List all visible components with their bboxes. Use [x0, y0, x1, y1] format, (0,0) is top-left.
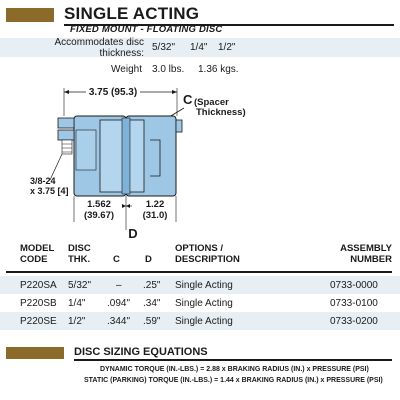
spec-disc-value: 5/32" — [152, 42, 176, 53]
equations-underline — [74, 359, 392, 361]
dim-left-metric: (39.67) — [83, 210, 115, 221]
spec-disc-thickness — [0, 38, 400, 57]
col-header-thickness: DISC THK. — [68, 243, 91, 265]
bolt-spec-line1: 3/8-24 — [30, 176, 56, 186]
spec-weight-label: Weight — [111, 64, 142, 75]
page-title: SINGLE ACTING — [64, 4, 200, 23]
spec-weight — [0, 60, 400, 79]
equations-header — [0, 346, 400, 360]
spec-disc-value: 1/4" — [190, 42, 208, 53]
table-row: P220SB 1/4" .094" .34" Single Acting 0733-0100 — [20, 298, 378, 309]
title-accent-bar — [6, 8, 54, 22]
col-header-model: MODEL CODE — [20, 243, 55, 265]
col-header-c: C — [113, 254, 120, 265]
bolt-spec-line2: x 3.75 [4] — [30, 186, 69, 196]
spacer-note-line2: Thickness) — [196, 107, 246, 118]
col-header-assembly: ASSEMBLY NUMBER — [340, 243, 392, 265]
dim-left-value: 1.562 — [87, 199, 111, 210]
col-header-d: D — [145, 254, 152, 265]
width-dimension-label: 3.75 (95.3) — [88, 87, 138, 98]
dynamic-torque-equation: DYNAMIC TORQUE (IN.-LBS.) = 2.88 x BRAKING RADIUS (IN.) x PRESSURE (PSI) — [100, 366, 369, 373]
spec-disc-label: Accommodates disc thickness: — [54, 36, 144, 59]
spec-weight-value: 1.36 kgs. — [198, 64, 239, 75]
spacer-note-line1: (Spacer — [194, 97, 229, 108]
caliper-drawing — [0, 80, 400, 240]
spec-weight-value: 3.0 lbs. — [152, 64, 185, 75]
dim-right-value: 1.22 — [145, 199, 165, 210]
dim-right-metric: (31.0) — [142, 210, 168, 221]
c-label: C — [183, 92, 193, 107]
static-torque-equation: STATIC (PARKING) TORQUE (IN.-LBS.) = 1.44 x BRAKING RADIUS (IN.) x PRESSURE (PSI) — [84, 377, 383, 384]
equations-title: DISC SIZING EQUATIONS — [74, 346, 208, 358]
spec-disc-value: 1/2" — [218, 42, 236, 53]
table-row: P220SE 1/2" .344" .59" Single Acting 0733-0200 — [0, 312, 400, 330]
d-label: D — [128, 226, 138, 240]
table-header-rule — [6, 271, 392, 273]
equations-accent-bar — [6, 347, 64, 359]
caliper-body — [74, 116, 176, 196]
table-row: P220SA 5/32" – .25" Single Acting 0733-0000 — [0, 276, 400, 294]
col-header-description: OPTIONS / DESCRIPTION — [175, 243, 240, 265]
page-subtitle: FIXED MOUNT - FLOATING DISC — [70, 24, 223, 35]
title-row — [0, 4, 400, 26]
